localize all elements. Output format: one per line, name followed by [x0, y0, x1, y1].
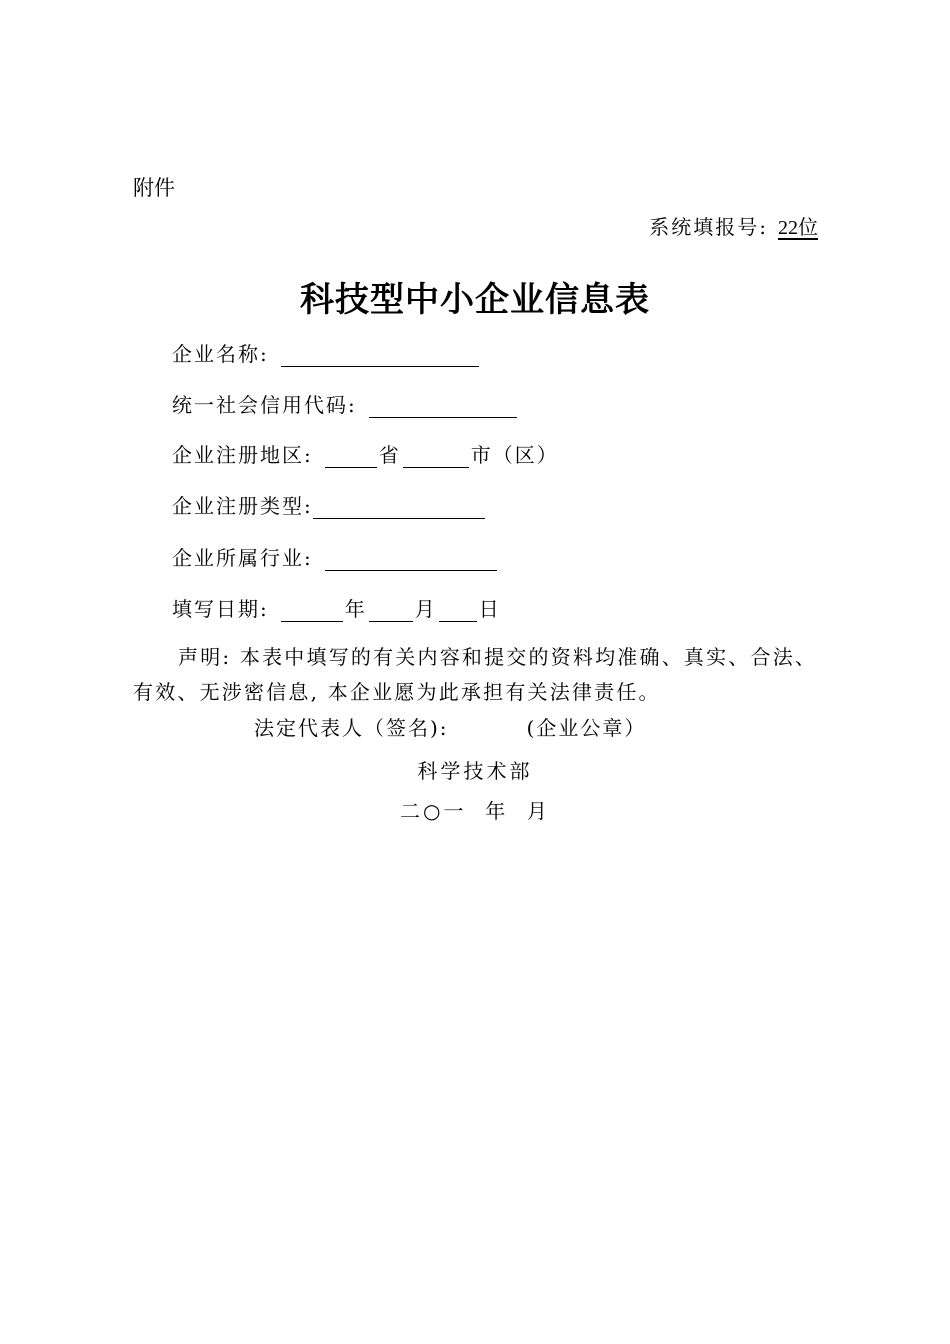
company-name-row — [172, 338, 481, 367]
credit-code-row — [172, 389, 519, 418]
city-suffix: 市（区） — [470, 443, 559, 467]
signature-line — [254, 712, 646, 741]
system-number-value: 22位 — [778, 217, 818, 239]
region-label: 企业注册地区: — [172, 443, 313, 467]
reg-type-row — [172, 490, 487, 519]
declaration-text: 声明: 本表中填写的有关内容和提交的资料均准确、真实、合法、有效、无涉密信息, 本企业愿为此承担有关法律责任。 — [133, 645, 818, 704]
date-label: 填写日期: — [172, 597, 269, 621]
province-field[interactable] — [325, 445, 377, 468]
date-row — [172, 593, 501, 622]
declaration — [133, 640, 823, 710]
industry-label: 企业所属行业: — [172, 546, 313, 570]
day-field[interactable] — [439, 599, 477, 622]
reg-type-field[interactable] — [313, 496, 485, 519]
reg-type-label: 企业注册类型: — [172, 494, 313, 518]
system-number-label: 系统填报号: — [649, 215, 768, 239]
ministry-name: 科学技术部 — [417, 759, 533, 783]
credit-code-label: 统一社会信用代码: — [172, 393, 357, 417]
city-field[interactable] — [403, 445, 469, 468]
company-seal-label: (企业公章） — [526, 716, 647, 740]
industry-field[interactable] — [325, 548, 497, 571]
year-suffix: 年 — [344, 597, 367, 621]
year-field[interactable] — [281, 599, 343, 622]
legal-rep-label: 法定代表人（签名): — [254, 716, 449, 740]
credit-code-field[interactable] — [369, 395, 517, 418]
month-suffix: 月 — [414, 597, 437, 621]
month-field[interactable] — [369, 599, 413, 622]
system-number — [649, 211, 818, 240]
province-suffix: 省 — [378, 443, 401, 467]
footer-date: 二○一 年 月 — [400, 799, 550, 823]
industry-row — [172, 542, 499, 571]
region-row — [172, 439, 559, 468]
company-name-field[interactable] — [281, 344, 479, 367]
company-name-label: 企业名称: — [172, 342, 269, 366]
document-title: 科技型中小企业信息表 — [300, 280, 650, 320]
day-suffix: 日 — [478, 597, 501, 621]
attachment-label: 附件 — [133, 176, 175, 200]
